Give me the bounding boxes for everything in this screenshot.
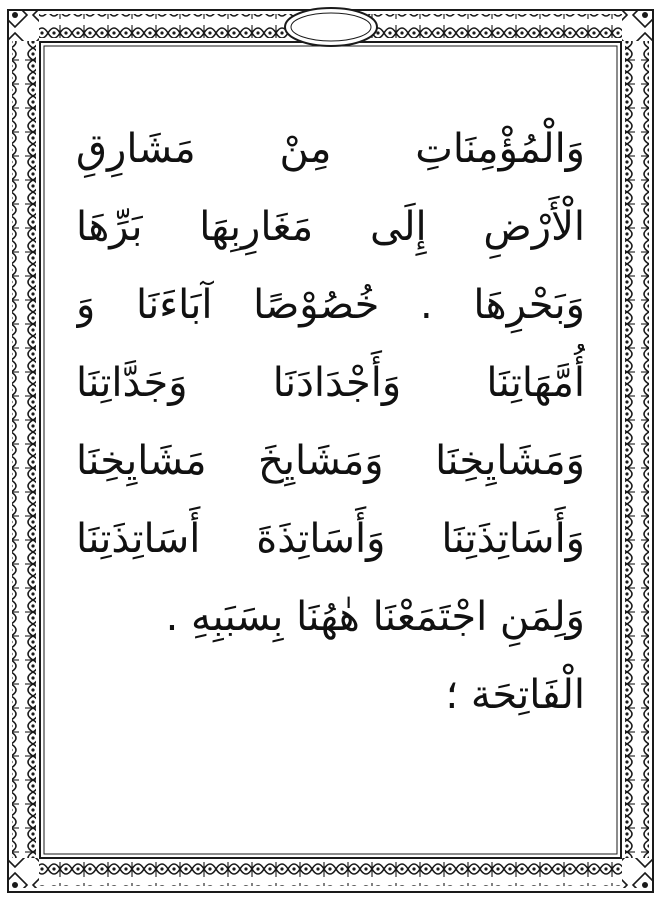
text-line-6: وَأَسَاتِذَتِنَا وَأَسَاتِذَةَ أَسَاتِذَتِنَا	[76, 516, 585, 562]
text-line-8: الْفَاتِحَة ؛	[445, 672, 585, 718]
text-line-1: وَالْمُؤْمِنَاتِ مِنْ مَشَارِقِ	[76, 126, 585, 172]
text-line-7: وَلِمَنِ اجْتَمَعْنَا هٰهُنَا بِسَبَبِهِ .	[165, 594, 585, 640]
arabic-text-panel	[48, 48, 613, 852]
text-line-3: وَبَحْرِهَا . خُصُوْصًا آبَاءَنَا وَ	[76, 282, 585, 328]
text-line-2: الْأَرْضِ إِلَى مَغَارِبِهَا بَرِّهَا	[76, 204, 585, 250]
text-line-4: أُمَّهَاتِنَا وَأَجْدَادَنَا وَجَدَّاتِنَا	[76, 360, 585, 406]
text-line-5: وَمَشَايِخِنَا وَمَشَايِخَ مَشَايِخِنَا	[76, 438, 585, 484]
